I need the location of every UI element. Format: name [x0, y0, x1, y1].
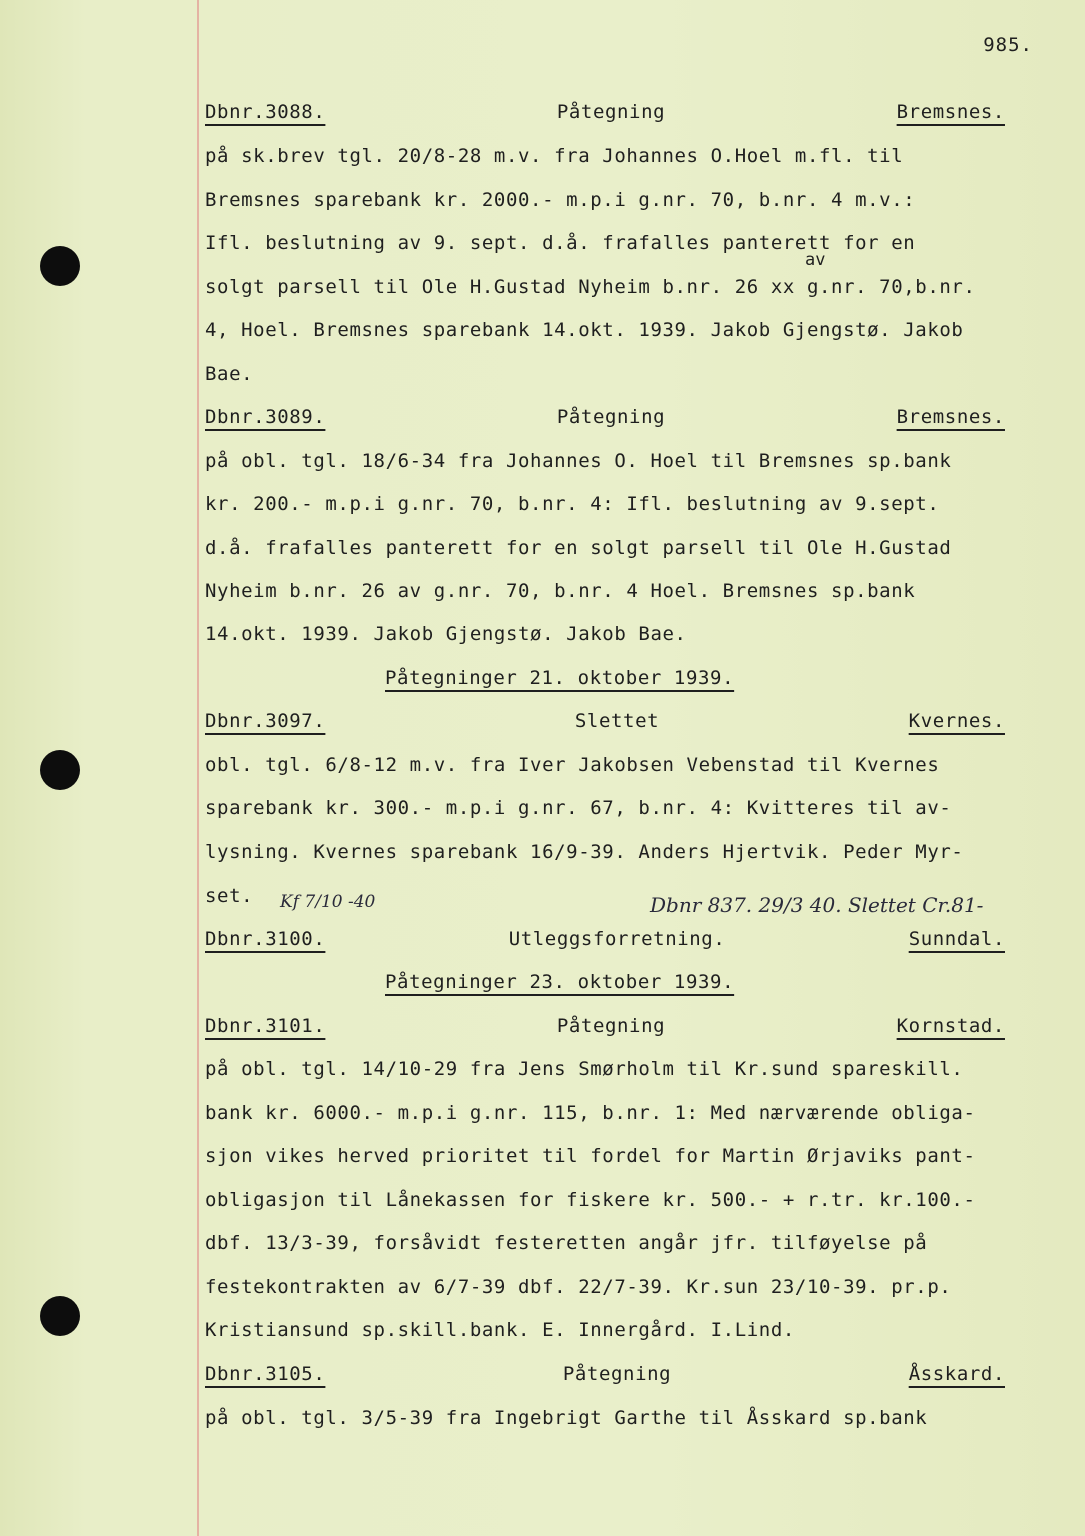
entry-header: [205, 705, 1035, 737]
entry-line: Ifl. beslutning av 9. sept. d.å. frafalles panterett for en: [205, 232, 916, 254]
entry-line: d.å. frafalles panterett for en solgt parsell til Ole H.Gustad: [205, 537, 952, 559]
entry-line: på sk.brev tgl. 20/8-28 m.v. fra Johannes O.Hoel m.fl. til: [205, 145, 904, 167]
entry-line: festekontrakten av 6/7-39 dbf. 22/7-39. Kr.sun 23/10-39. pr.p.: [205, 1276, 952, 1298]
entry-line: dbf. 13/3-39, forsåvidt festeretten angår jfr. tilføyelse på: [205, 1232, 928, 1254]
entry-place: Kornstad.: [896, 1015, 1005, 1037]
section-title-text: Påtegninger 21. oktober 1939.: [385, 667, 735, 689]
margin-line: [197, 0, 199, 1536]
entry-line: sjon vikes herved prioritet til fordel for Martin Ørjaviks pant-: [205, 1145, 976, 1167]
dbnr: Dbnr.3105.: [205, 1363, 326, 1385]
section-title-text: Påtegninger 23. oktober 1939.: [385, 971, 735, 993]
entry-place: Kvernes.: [908, 710, 1005, 732]
entry-line: kr. 200.- m.p.i g.nr. 70, b.nr. 4: Ifl. beslutning av 9.sept.: [205, 493, 940, 515]
entry-line: Bremsnes sparebank kr. 2000.- m.p.i g.nr. 70, b.nr. 4 m.v.:: [205, 189, 916, 211]
handwritten-note: Dbnr 837. 29/3 40. Slettet Cr.81-: [650, 893, 984, 917]
dbnr: Dbnr.3088.: [205, 101, 326, 123]
entry-place: Sunndal.: [908, 928, 1005, 950]
entry-header: [205, 96, 1035, 128]
dbnr: Dbnr.3097.: [205, 710, 326, 732]
entry-line: solgt parsell til Ole H.Gustad Nyheim b.nr. 26 xx g.nr. 70,b.nr.: [205, 276, 976, 298]
entry-line: set.: [205, 885, 254, 907]
entry-line: obligasjon til Lånekassen for fiskere kr. 500.- + r.tr. kr.100.-: [205, 1189, 976, 1211]
entry-place: Åsskard.: [908, 1363, 1005, 1385]
entry-line: på obl. tgl. 18/6-34 fra Johannes O. Hoel til Bremsnes sp.bank: [205, 450, 952, 472]
entry-line: sparebank kr. 300.- m.p.i g.nr. 67, b.nr. 4: Kvitteres til av-: [205, 797, 952, 819]
entry-header: [205, 1010, 1035, 1042]
entry-place: Bremsnes.: [896, 101, 1005, 123]
handwritten-note: Kf 7/10 -40: [280, 892, 376, 912]
entry-line: 4, Hoel. Bremsnes sparebank 14.okt. 1939. Jakob Gjengstø. Jakob: [205, 319, 964, 341]
dbnr: Dbnr.3101.: [205, 1015, 326, 1037]
dbnr: Dbnr.3100.: [205, 928, 326, 950]
entry-line: Bae.: [205, 363, 254, 385]
entry-type: Slettet: [574, 710, 660, 732]
punch-hole: [40, 246, 80, 286]
section-title: [385, 966, 734, 998]
entry-line: obl. tgl. 6/8-12 m.v. fra Iver Jakobsen Vebenstad til Kvernes: [205, 754, 940, 776]
punch-hole: [40, 750, 80, 790]
dbnr: Dbnr.3089.: [205, 406, 326, 428]
entry-line: på obl. tgl. 14/10-29 fra Jens Smørholm til Kr.sund spareskill.: [205, 1058, 964, 1080]
entry-header: [205, 401, 1035, 433]
page-number: 985.: [983, 34, 1033, 56]
entry-header: [205, 1358, 1035, 1390]
entry-type: Påtegning: [556, 406, 666, 428]
interlinear-insert: av: [805, 250, 826, 270]
entry-header: [205, 923, 1035, 955]
entry-type: Påtegning: [562, 1363, 672, 1385]
entry-line: bank kr. 6000.- m.p.i g.nr. 115, b.nr. 1: Med nærværende obliga-: [205, 1102, 976, 1124]
entry-line: lysning. Kvernes sparebank 16/9-39. Anders Hjertvik. Peder Myr-: [205, 841, 964, 863]
entry-line: 14.okt. 1939. Jakob Gjengstø. Jakob Bae.: [205, 623, 687, 645]
entry-type: Påtegning: [556, 101, 666, 123]
entry-type: Påtegning: [556, 1015, 666, 1037]
entry-place: Bremsnes.: [896, 406, 1005, 428]
entry-line: Nyheim b.nr. 26 av g.nr. 70, b.nr. 4 Hoel. Bremsnes sp.bank: [205, 580, 916, 602]
section-title: [385, 662, 734, 694]
entry-line: Kristiansund sp.skill.bank. E. Innergård. I.Lind.: [205, 1319, 795, 1341]
entry-type: Utleggsforretning.: [508, 928, 726, 950]
entry-line: på obl. tgl. 3/5-39 fra Ingebrigt Garthe til Åsskard sp.bank: [205, 1407, 928, 1429]
punch-hole: [40, 1296, 80, 1336]
